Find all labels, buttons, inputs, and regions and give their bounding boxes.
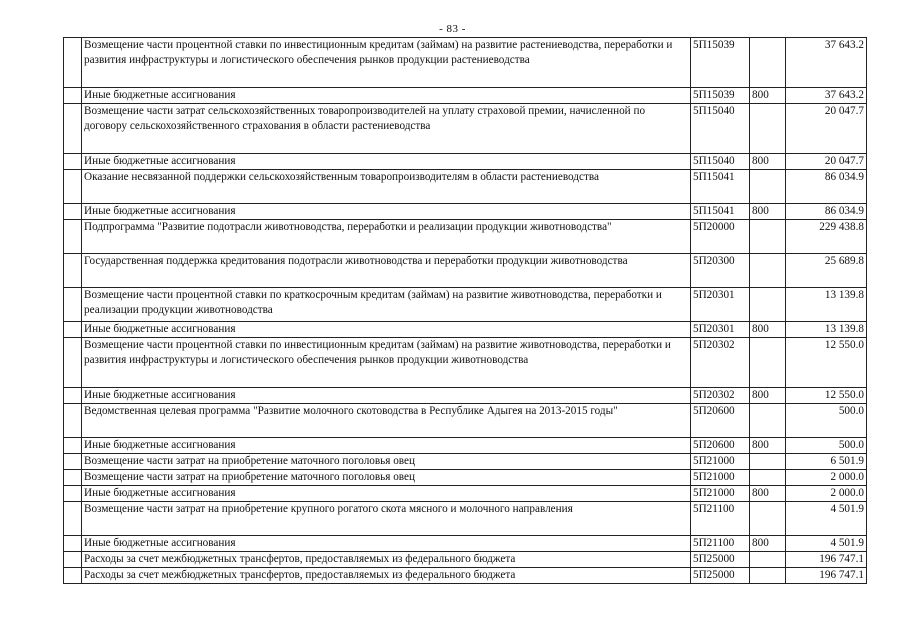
row-margin-cell: [64, 470, 82, 486]
item-name-cell: Иные бюджетные ассигнования: [82, 322, 691, 338]
target-code-cell: 5П15039: [691, 88, 750, 104]
amount-cell: 86 034.9: [786, 204, 867, 220]
item-name-cell: Иные бюджетные ассигнования: [82, 204, 691, 220]
expense-type-cell: 800: [750, 536, 786, 552]
item-name-cell: Иные бюджетные ассигнования: [82, 536, 691, 552]
item-name-cell: Возмещение части затрат на приобретение маточного поголовья овец: [82, 470, 691, 486]
expense-type-cell: [750, 104, 786, 154]
amount-cell: 13 139.8: [786, 288, 867, 322]
item-name-cell: Иные бюджетные ассигнования: [82, 154, 691, 170]
expense-type-cell: 800: [750, 322, 786, 338]
table-row: [64, 536, 867, 552]
amount-cell: 12 550.0: [786, 338, 867, 388]
target-code-cell: 5П20301: [691, 288, 750, 322]
amount-cell: 196 747.1: [786, 552, 867, 568]
row-margin-cell: [64, 104, 82, 154]
table-row: [64, 470, 867, 486]
amount-cell: 2 000.0: [786, 470, 867, 486]
amount-cell: 4 501.9: [786, 502, 867, 536]
row-margin-cell: [64, 454, 82, 470]
table-row: [64, 38, 867, 88]
amount-cell: 20 047.7: [786, 104, 867, 154]
table-row: [64, 338, 867, 388]
row-margin-cell: [64, 568, 82, 584]
item-name-cell: Иные бюджетные ассигнования: [82, 486, 691, 502]
amount-cell: 196 747.1: [786, 568, 867, 584]
budget-table: [63, 37, 867, 584]
target-code-cell: 5П21000: [691, 454, 750, 470]
expense-type-cell: [750, 38, 786, 88]
row-margin-cell: [64, 38, 82, 88]
expense-type-cell: 800: [750, 154, 786, 170]
table-row: [64, 568, 867, 584]
row-margin-cell: [64, 552, 82, 568]
table-row: [64, 502, 867, 536]
amount-cell: 20 047.7: [786, 154, 867, 170]
table-row: [64, 288, 867, 322]
expense-type-cell: 800: [750, 388, 786, 404]
target-code-cell: 5П20600: [691, 438, 750, 454]
expense-type-cell: [750, 288, 786, 322]
row-margin-cell: [64, 154, 82, 170]
amount-cell: 25 689.8: [786, 254, 867, 288]
amount-cell: 37 643.2: [786, 88, 867, 104]
target-code-cell: 5П21100: [691, 536, 750, 552]
table-row: [64, 154, 867, 170]
item-name-cell: Возмещение части процентной ставки по краткосрочным кредитам (займам) на развитие животноводства, переработки и реализации продукции животноводства: [82, 288, 691, 322]
row-margin-cell: [64, 220, 82, 254]
expense-type-cell: 800: [750, 486, 786, 502]
table-row: [64, 454, 867, 470]
table-row: [64, 170, 867, 204]
amount-cell: 13 139.8: [786, 322, 867, 338]
item-name-cell: Подпрограмма "Развитие подотрасли животноводства, переработки и реализации продукции животноводства": [82, 220, 691, 254]
expense-type-cell: [750, 170, 786, 204]
row-margin-cell: [64, 254, 82, 288]
amount-cell: 4 501.9: [786, 536, 867, 552]
target-code-cell: 5П25000: [691, 568, 750, 584]
row-margin-cell: [64, 536, 82, 552]
item-name-cell: Расходы за счет межбюджетных трансфертов, предоставляемых из федерального бюджета: [82, 552, 691, 568]
table-row: [64, 220, 867, 254]
target-code-cell: 5П20300: [691, 254, 750, 288]
row-margin-cell: [64, 438, 82, 454]
item-name-cell: Иные бюджетные ассигнования: [82, 388, 691, 404]
amount-cell: 2 000.0: [786, 486, 867, 502]
target-code-cell: 5П21100: [691, 502, 750, 536]
amount-cell: 500.0: [786, 438, 867, 454]
item-name-cell: Расходы за счет межбюджетных трансфертов, предоставляемых из федерального бюджета: [82, 568, 691, 584]
row-margin-cell: [64, 388, 82, 404]
target-code-cell: 5П15041: [691, 170, 750, 204]
table-row: [64, 204, 867, 220]
expense-type-cell: [750, 454, 786, 470]
item-name-cell: Оказание несвязанной поддержки сельскохозяйственным товаропроизводителям в области растениеводства: [82, 170, 691, 204]
item-name-cell: Возмещение части процентной ставки по инвестиционным кредитам (займам) на развитие растениеводства, переработки и развития инфраструктуры и логистического обеспечения рынков продукции растениеводства: [82, 38, 691, 88]
row-margin-cell: [64, 170, 82, 204]
target-code-cell: 5П21000: [691, 470, 750, 486]
amount-cell: 229 438.8: [786, 220, 867, 254]
item-name-cell: Ведомственная целевая программа "Развитие молочного скотоводства в Республике Адыгея на 2013-2015 годы": [82, 404, 691, 438]
target-code-cell: 5П20600: [691, 404, 750, 438]
target-code-cell: 5П20302: [691, 338, 750, 388]
table-row: [64, 104, 867, 154]
target-code-cell: 5П20000: [691, 220, 750, 254]
budget-table-body: [64, 38, 867, 584]
table-row: [64, 404, 867, 438]
page-number: - 83 -: [439, 23, 466, 35]
target-code-cell: 5П20301: [691, 322, 750, 338]
target-code-cell: 5П15039: [691, 38, 750, 88]
amount-cell: 6 501.9: [786, 454, 867, 470]
expense-type-cell: [750, 254, 786, 288]
row-margin-cell: [64, 322, 82, 338]
row-margin-cell: [64, 338, 82, 388]
target-code-cell: 5П15040: [691, 104, 750, 154]
expense-type-cell: 800: [750, 438, 786, 454]
target-code-cell: 5П25000: [691, 552, 750, 568]
item-name-cell: Иные бюджетные ассигнования: [82, 438, 691, 454]
expense-type-cell: [750, 552, 786, 568]
target-code-cell: 5П21000: [691, 486, 750, 502]
expense-type-cell: 800: [750, 88, 786, 104]
table-row: [64, 486, 867, 502]
item-name-cell: Государственная поддержка кредитования подотрасли животноводства и переработки продукции животноводства: [82, 254, 691, 288]
row-margin-cell: [64, 88, 82, 104]
item-name-cell: Возмещение части затрат на приобретение крупного рогатого скота мясного и молочного направления: [82, 502, 691, 536]
row-margin-cell: [64, 486, 82, 502]
target-code-cell: 5П20302: [691, 388, 750, 404]
row-margin-cell: [64, 404, 82, 438]
expense-type-cell: [750, 338, 786, 388]
row-margin-cell: [64, 502, 82, 536]
table-row: [64, 88, 867, 104]
row-margin-cell: [64, 288, 82, 322]
amount-cell: 500.0: [786, 404, 867, 438]
expense-type-cell: [750, 502, 786, 536]
item-name-cell: Иные бюджетные ассигнования: [82, 88, 691, 104]
table-row: [64, 438, 867, 454]
amount-cell: 86 034.9: [786, 170, 867, 204]
table-row: [64, 388, 867, 404]
expense-type-cell: [750, 568, 786, 584]
item-name-cell: Возмещение части затрат сельскохозяйственных товаропроизводителей на уплату страховой премии, начисленной по договору сельскохозяйственного страхования в области растениеводства: [82, 104, 691, 154]
item-name-cell: Возмещение части процентной ставки по инвестиционным кредитам (займам) на развитие животноводства, переработки и развития инфраструктуры и логистического обеспечения рынков продукции животноводства: [82, 338, 691, 388]
expense-type-cell: [750, 470, 786, 486]
table-row: [64, 322, 867, 338]
target-code-cell: 5П15041: [691, 204, 750, 220]
amount-cell: 12 550.0: [786, 388, 867, 404]
item-name-cell: Возмещение части затрат на приобретение маточного поголовья овец: [82, 454, 691, 470]
amount-cell: 37 643.2: [786, 38, 867, 88]
table-row: [64, 254, 867, 288]
expense-type-cell: [750, 404, 786, 438]
target-code-cell: 5П15040: [691, 154, 750, 170]
expense-type-cell: 800: [750, 204, 786, 220]
row-margin-cell: [64, 204, 82, 220]
expense-type-cell: [750, 220, 786, 254]
table-row: [64, 552, 867, 568]
